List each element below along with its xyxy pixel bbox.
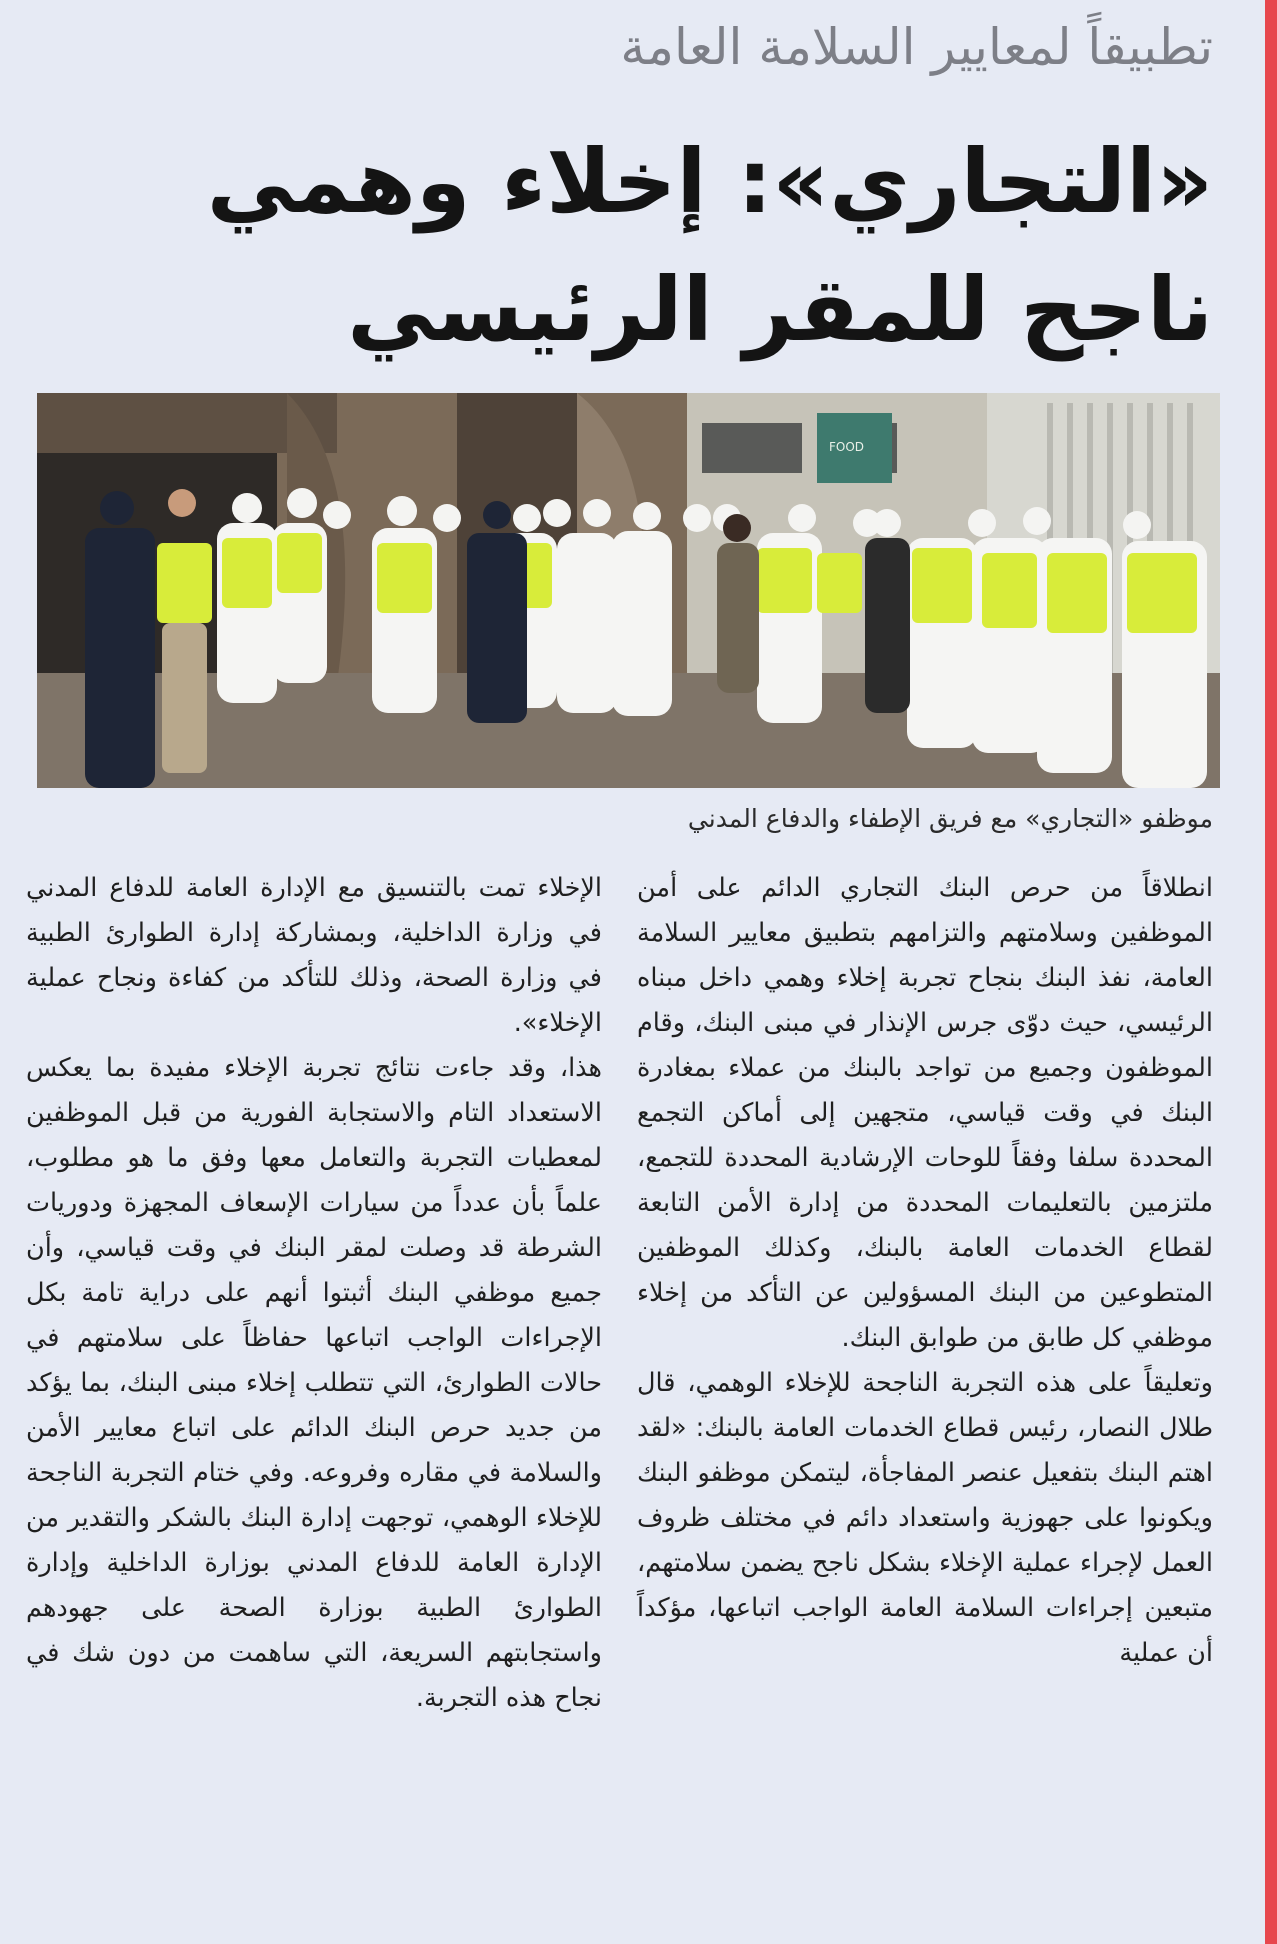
paragraph: الإخلاء تمت بالتنسيق مع الإدارة العامة للدفاع المدني في وزارة الداخلية، وبمشاركة إدارة الطوارئ الطبية في وزارة الصحة، وذلك للتأكد من كفاءة ونجاح عملية الإخلاء». bbox=[26, 873, 602, 1038]
page-edge-accent bbox=[1265, 0, 1277, 1944]
paragraph: انطلاقاً من حرص البنك التجاري الدائم على أمن الموظفين وسلامتهم والتزامهم بتطبيق معايير السلامة العامة، نفذ البنك بنجاح تجربة إخلاء وهمي داخل مبناه الرئيسي، حيث دوّى جرس الإنذار في مبنى البنك، وقام الموظفون وجميع من تواجد بالبنك من عملاء بمغادرة البنك في وقت قياسي، متجهين إلى أماكن التجمع المحددة سلفا وفقاً للوحات الإرشادية المحددة للتجمع، ملتزمين بالتعليمات المحددة من إدارة الأمن التابعة لقطاع الخدمات العامة بالبنك، وكذلك الموظفين المتطوعين من البنك المسؤولين عن التأكد من إخلاء موظفي كل طابق من طوابق البنك. bbox=[637, 873, 1213, 1353]
paragraph: وتعليقاً على هذه التجربة الناجحة للإخلاء الوهمي، قال طلال النصار، رئيس قطاع الخدمات العامة بالبنك: «لقد اهتم البنك بتفعيل عنصر المفاجأة، ليتمكن موظفو البنك ويكونوا على جهوزية واستعداد دائم في مختلف ظروف العمل لإجراء عملية الإخلاء بشكل ناجح يضمن سلامتهم، متبعين إجراءات السلامة العامة الواجب اتباعها، مؤكداً أن عملية bbox=[637, 1368, 1213, 1668]
group-photo bbox=[37, 393, 1220, 788]
article-column-left bbox=[26, 866, 602, 1721]
article-column-right bbox=[637, 866, 1213, 1676]
headline: «التجاري»: إخلاء وهمي ناجح للمقر الرئيسي bbox=[206, 130, 1213, 361]
photo-caption: موظفو «التجاري» مع فريق الإطفاء والدفاع المدني bbox=[687, 804, 1213, 833]
paragraph: هذا، وقد جاءت نتائج تجربة الإخلاء مفيدة بما يعكس الاستعداد التام والاستجابة الفورية من قبل الموظفين لمعطيات التجربة والتعامل معها وفق ما هو مطلوب، علماً بأن عدداً من سيارات الإسعاف المجهزة ودوريات الشرطة قد وصلت لمقر البنك في وقت قياسي، وأن جميع موظفي البنك أثبتوا أنهم على دراية تامة بكل الإجراءات الواجب اتباعها حفاظاً على سلامتهم في حالات الطوارئ، التي تتطلب إخلاء مبنى البنك، بما يؤكد من جديد حرص البنك الدائم على اتباع معايير الأمن والسلامة في مقاره وفروعه. وفي ختام التجربة الناجحة للإخلاء الوهمي، توجهت إدارة البنك بالشكر والتقدير من الإدارة العامة للدفاع المدني بوزارة الداخلية وإدارة الطوارئ الطبية بوزارة الصحة على جهودهم واستجابتهم السريعة، التي ساهمت من دون شك في نجاح هذه التجربة. bbox=[26, 1053, 602, 1713]
storefront-sign: FOOD bbox=[829, 440, 865, 454]
group-photo-illustration bbox=[37, 393, 1220, 788]
kicker-subtitle: تطبيقاً لمعايير السلامة العامة bbox=[620, 18, 1213, 76]
